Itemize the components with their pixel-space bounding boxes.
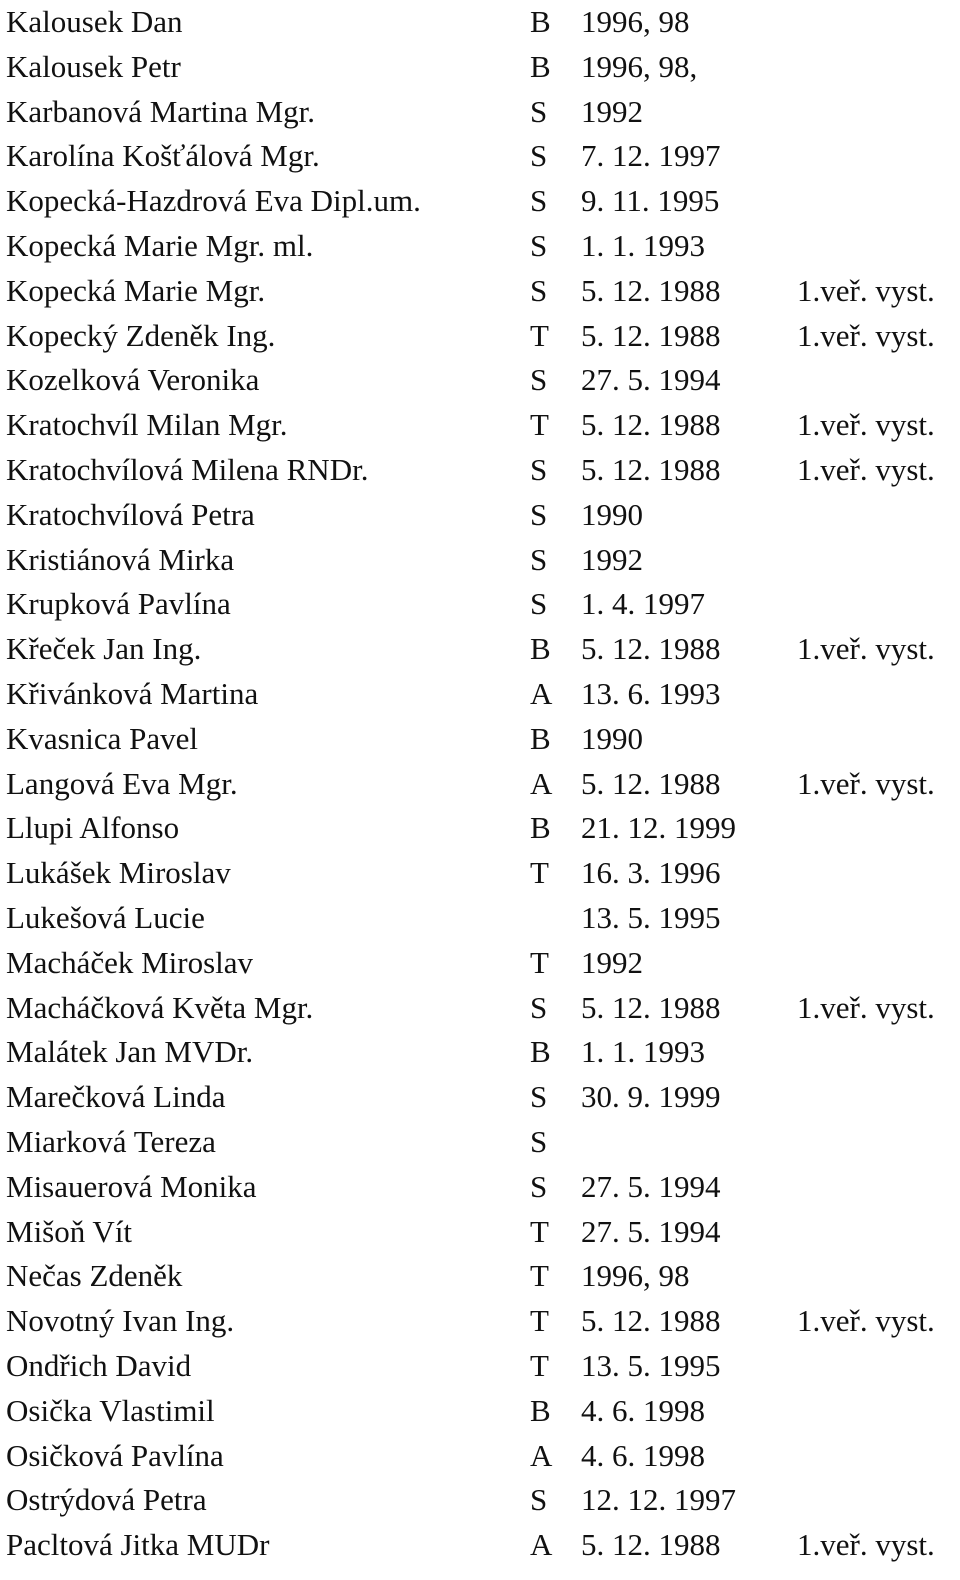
category-code: B <box>530 1392 551 1428</box>
list-row <box>0 403 960 448</box>
exhibition-note: 1.veř. vyst. <box>797 272 935 308</box>
category-code: S <box>530 1123 548 1159</box>
list-row <box>0 1120 960 1165</box>
list-row <box>0 717 960 762</box>
category-code: A <box>530 1437 553 1473</box>
person-name: Pacltová Jitka MUDr <box>6 1527 270 1563</box>
exhibition-note: 1.veř. vyst. <box>797 1527 935 1563</box>
exhibition-date: 9. 11. 1995 <box>581 183 720 219</box>
category-code: B <box>530 810 551 846</box>
person-name: Kopecký Zdeněk Ing. <box>6 317 276 353</box>
person-name: Kopecká Marie Mgr. ml. <box>6 227 314 263</box>
exhibition-date: 16. 3. 1996 <box>581 855 721 891</box>
person-name: Křivánková Martina <box>6 675 259 711</box>
exhibition-date: 1996, 98, <box>581 48 698 84</box>
exhibition-date: 12. 12. 1997 <box>581 1482 736 1518</box>
exhibition-date: 5. 12. 1988 <box>581 451 721 487</box>
person-name: Malátek Jan MVDr. <box>6 1034 254 1070</box>
category-code: S <box>530 451 548 487</box>
person-name: Miarková Tereza <box>6 1123 216 1159</box>
exhibition-date: 1. 4. 1997 <box>581 586 705 622</box>
list-row <box>0 896 960 941</box>
person-name: Kvasnica Pavel <box>6 720 198 756</box>
exhibition-date: 27. 5. 1994 <box>581 362 721 398</box>
exhibition-date: 7. 12. 1997 <box>581 138 721 174</box>
person-name: Kalousek Dan <box>6 4 183 39</box>
person-name: Macháčková Květa Mgr. <box>6 989 314 1025</box>
person-name: Kratochvílová Milena RNDr. <box>6 451 369 487</box>
exhibition-date: 5. 12. 1988 <box>581 407 721 443</box>
list-row <box>0 90 960 135</box>
exhibition-date: 13. 6. 1993 <box>581 675 721 711</box>
exhibition-date: 13. 5. 1995 <box>581 899 721 935</box>
list-row <box>0 314 960 359</box>
list-row <box>0 1389 960 1434</box>
exhibition-date: 1996, 98 <box>581 4 690 39</box>
list-row <box>0 1210 960 1255</box>
category-code: S <box>530 93 548 129</box>
list-row <box>0 1075 960 1120</box>
exhibition-date: 1992 <box>581 944 643 980</box>
category-code: S <box>530 586 548 622</box>
person-name: Novotný Ivan Ing. <box>6 1303 235 1339</box>
person-name: Ostrýdová Petra <box>6 1482 207 1518</box>
category-code: T <box>530 317 549 353</box>
exhibition-note: 1.veř. vyst. <box>797 407 935 443</box>
list-row <box>0 493 960 538</box>
list-row <box>0 986 960 1031</box>
category-code: T <box>530 1303 549 1339</box>
list-row <box>0 851 960 896</box>
category-code: T <box>530 407 549 443</box>
category-code: A <box>530 1527 553 1563</box>
list-row <box>0 358 960 403</box>
category-code: T <box>530 944 549 980</box>
exhibition-note: 1.veř. vyst. <box>797 765 935 801</box>
list-row <box>0 1478 960 1523</box>
person-name: Kratochvíl Milan Mgr. <box>6 407 288 443</box>
person-name: Mišoň Vít <box>6 1213 133 1249</box>
exhibition-date: 1996, 98 <box>581 1258 690 1294</box>
category-code: S <box>530 183 548 219</box>
exhibition-date: 5. 12. 1988 <box>581 765 721 801</box>
exhibition-date: 30. 9. 1999 <box>581 1079 721 1115</box>
exhibition-date: 5. 12. 1988 <box>581 317 721 353</box>
person-name: Kopecká-Hazdrová Eva Dipl.um. <box>6 183 421 219</box>
person-name: Macháček Miroslav <box>6 944 254 980</box>
category-code: T <box>530 1347 549 1383</box>
person-name: Nečas Zdeněk <box>6 1258 183 1294</box>
person-name: Kratochvílová Petra <box>6 496 255 532</box>
exhibition-date: 1990 <box>581 720 643 756</box>
exhibition-date: 5. 12. 1988 <box>581 1303 721 1339</box>
exhibition-note: 1.veř. vyst. <box>797 1303 935 1339</box>
exhibition-date: 5. 12. 1988 <box>581 631 721 667</box>
category-code: S <box>530 1482 548 1518</box>
person-name: Misauerová Monika <box>6 1168 257 1204</box>
category-code: S <box>530 227 548 263</box>
category-code: S <box>530 272 548 308</box>
list-row <box>0 1344 960 1389</box>
person-name: Osička Vlastimil <box>6 1392 215 1428</box>
category-code: S <box>530 138 548 174</box>
list-row <box>0 1434 960 1479</box>
list-row <box>0 582 960 627</box>
exhibition-date: 1992 <box>581 93 643 129</box>
exhibition-note: 1.veř. vyst. <box>797 317 935 353</box>
person-name: Langová Eva Mgr. <box>6 765 238 801</box>
person-name: Ondřich David <box>6 1347 192 1383</box>
list-row <box>0 269 960 314</box>
category-code: A <box>530 675 553 711</box>
list-row <box>0 224 960 269</box>
list-row <box>0 1299 960 1344</box>
list-row <box>0 806 960 851</box>
list-row <box>0 672 960 717</box>
person-name: Kozelková Veronika <box>6 362 260 398</box>
category-code: B <box>530 631 551 667</box>
exhibition-date: 4. 6. 1998 <box>581 1437 705 1473</box>
person-name: Kristiánová Mirka <box>6 541 235 577</box>
exhibition-date: 1. 1. 1993 <box>581 227 705 263</box>
person-name: Karolína Košťálová Mgr. <box>6 138 320 174</box>
person-name: Kalousek Petr <box>6 48 181 84</box>
person-name: Osičková Pavlína <box>6 1437 224 1473</box>
exhibition-note: 1.veř. vyst. <box>797 631 935 667</box>
category-code: T <box>530 855 549 891</box>
list-row <box>0 627 960 672</box>
person-name: Krupková Pavlína <box>6 586 231 622</box>
exhibition-date: 27. 5. 1994 <box>581 1213 721 1249</box>
exhibition-date: 21. 12. 1999 <box>581 810 736 846</box>
exhibition-date: 4. 6. 1998 <box>581 1392 705 1428</box>
person-name: Marečková Linda <box>6 1079 226 1115</box>
category-code: S <box>530 362 548 398</box>
category-code: B <box>530 720 551 756</box>
list-row <box>0 538 960 583</box>
person-name: Lukášek Miroslav <box>6 855 231 891</box>
category-code: S <box>530 1168 548 1204</box>
person-name: Karbanová Martina Mgr. <box>6 93 316 129</box>
list-row <box>0 134 960 179</box>
list-row <box>0 448 960 493</box>
list-row <box>0 179 960 224</box>
category-code: S <box>530 541 548 577</box>
person-name: Křeček Jan Ing. <box>6 631 202 667</box>
list-row <box>0 1523 960 1568</box>
exhibition-date: 13. 5. 1995 <box>581 1347 721 1383</box>
list-row <box>0 1254 960 1299</box>
exhibition-date: 27. 5. 1994 <box>581 1168 721 1204</box>
category-code: T <box>530 1258 549 1294</box>
list-row <box>0 45 960 90</box>
person-name: Llupi Alfonso <box>6 810 180 846</box>
exhibition-date: 5. 12. 1988 <box>581 1527 721 1563</box>
list-row <box>0 1030 960 1075</box>
exhibition-date: 5. 12. 1988 <box>581 989 721 1025</box>
exhibition-date: 1. 1. 1993 <box>581 1034 705 1070</box>
person-name: Kopecká Marie Mgr. <box>6 272 266 308</box>
exhibition-note: 1.veř. vyst. <box>797 989 935 1025</box>
list-row <box>0 1165 960 1210</box>
category-code: S <box>530 496 548 532</box>
category-code: A <box>530 765 553 801</box>
category-code: B <box>530 48 551 84</box>
category-code: S <box>530 1079 548 1115</box>
list-row <box>0 941 960 986</box>
exhibition-date: 1990 <box>581 496 643 532</box>
exhibition-note: 1.veř. vyst. <box>797 451 935 487</box>
list-row <box>0 0 960 45</box>
exhibition-date: 5. 12. 1988 <box>581 272 721 308</box>
category-code: T <box>530 1213 549 1249</box>
category-code: B <box>530 4 551 39</box>
exhibition-date: 1992 <box>581 541 643 577</box>
category-code: B <box>530 1034 551 1070</box>
list-row <box>0 762 960 807</box>
person-name: Lukešová Lucie <box>6 899 205 935</box>
category-code: S <box>530 989 548 1025</box>
